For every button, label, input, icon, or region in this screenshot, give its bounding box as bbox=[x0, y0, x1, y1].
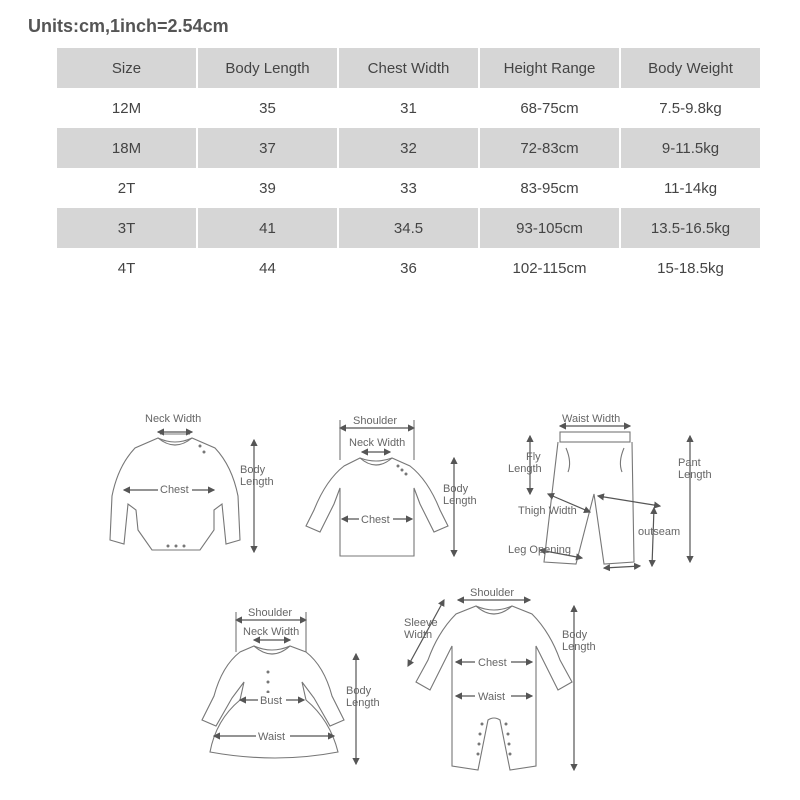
table-cell: 44 bbox=[259, 259, 276, 277]
pants-waist-width-label: Waist Width bbox=[562, 413, 621, 425]
table-row bbox=[57, 168, 760, 208]
pants-outseam-label: outseam bbox=[638, 526, 681, 538]
table-cell: 68-75cm bbox=[520, 99, 579, 117]
dress-diagram bbox=[202, 607, 380, 764]
header-body-weight: Body Weight bbox=[621, 48, 760, 88]
table-cell: 3T bbox=[57, 208, 196, 248]
dress-body-label: Body bbox=[346, 685, 372, 697]
table-cell: 9-11.5kg bbox=[621, 128, 760, 168]
shirt-neck-width-label: Neck Width bbox=[349, 437, 406, 449]
shirt-shoulder-label: Shoulder bbox=[353, 415, 398, 427]
dress-neck-width-label: Neck Width bbox=[243, 626, 300, 638]
table-cell: 15-18.5kg bbox=[657, 259, 724, 277]
dress-shoulder-label: Shoulder bbox=[248, 607, 293, 619]
header-size: Size bbox=[57, 48, 196, 88]
bodysuit-diagram bbox=[110, 413, 274, 552]
table-row bbox=[57, 88, 760, 128]
bodysuit-body-label: Body bbox=[240, 464, 266, 476]
table-header-row bbox=[57, 48, 760, 88]
shirt-chest-label: Chest bbox=[361, 514, 390, 526]
shirt-body-label: Body bbox=[443, 483, 469, 495]
pants-fly-length-label: Length bbox=[508, 463, 542, 475]
pants-thigh-width-label: Thigh Width bbox=[518, 505, 577, 517]
table-cell: 102-115cm bbox=[512, 259, 587, 277]
table-cell: 11-14kg bbox=[663, 179, 718, 197]
pants-pant-label: Pant bbox=[678, 457, 701, 469]
table-cell: 41 bbox=[198, 208, 337, 248]
table-cell: 13.5-16.5kg bbox=[621, 208, 760, 248]
table-cell: 33 bbox=[400, 179, 417, 197]
table-row bbox=[57, 208, 760, 248]
romper-waist-label: Waist bbox=[478, 691, 506, 703]
table-cell: 18M bbox=[57, 128, 196, 168]
romper-length-label: Length bbox=[562, 641, 596, 653]
header-body-length: Body Length bbox=[198, 48, 337, 88]
pants-diagram bbox=[508, 413, 712, 568]
romper-sleeve-label: Sleeve bbox=[404, 617, 438, 629]
dress-bust-label: Bust bbox=[260, 695, 283, 707]
table-cell: 35 bbox=[259, 99, 276, 117]
table-cell: 32 bbox=[339, 128, 478, 168]
header-height-range: Height Range bbox=[480, 48, 619, 88]
pants-leg-opening-label: Leg Opening bbox=[508, 544, 571, 556]
table-row bbox=[57, 128, 760, 168]
table-cell: 83-95cm bbox=[520, 179, 579, 197]
dress-waist-label: Waist bbox=[258, 731, 286, 743]
table-cell: 37 bbox=[198, 128, 337, 168]
table-cell: 7.5-9.8kg bbox=[659, 99, 722, 117]
shirt-length-label: Length bbox=[443, 495, 477, 507]
units-note: Units:cm,1inch=2.54cm bbox=[28, 16, 229, 36]
pants-fly-label: Fly bbox=[526, 451, 541, 463]
shirt-diagram bbox=[306, 415, 477, 556]
table-cell: 12M bbox=[111, 99, 142, 117]
table-cell: 34.5 bbox=[339, 208, 478, 248]
measurement-diagrams bbox=[0, 400, 800, 800]
size-chart-table bbox=[55, 48, 762, 288]
dress-length-label: Length bbox=[346, 697, 380, 709]
bodysuit-length-label: Length bbox=[240, 476, 274, 488]
table-cell: 93-105cm bbox=[480, 208, 619, 248]
romper-diagram bbox=[404, 587, 596, 770]
bodysuit-neck-width-label: Neck Width bbox=[145, 413, 202, 425]
header-chest-width: Chest Width bbox=[339, 48, 478, 88]
romper-shoulder-label: Shoulder bbox=[470, 587, 515, 599]
table-cell: 4T bbox=[117, 259, 136, 277]
table-cell: 72-83cm bbox=[480, 128, 619, 168]
bodysuit-chest-label: Chest bbox=[160, 484, 189, 496]
pants-pant-length-label: Length bbox=[678, 469, 712, 481]
table-cell: 36 bbox=[400, 259, 417, 277]
table-cell: 2T bbox=[117, 179, 136, 197]
romper-width-label: Width bbox=[404, 629, 433, 641]
table-cell: 31 bbox=[400, 99, 417, 117]
table-cell: 39 bbox=[259, 179, 276, 197]
romper-body-label: Body bbox=[562, 629, 588, 641]
romper-chest-label: Chest bbox=[478, 657, 507, 669]
table-row bbox=[57, 248, 760, 288]
